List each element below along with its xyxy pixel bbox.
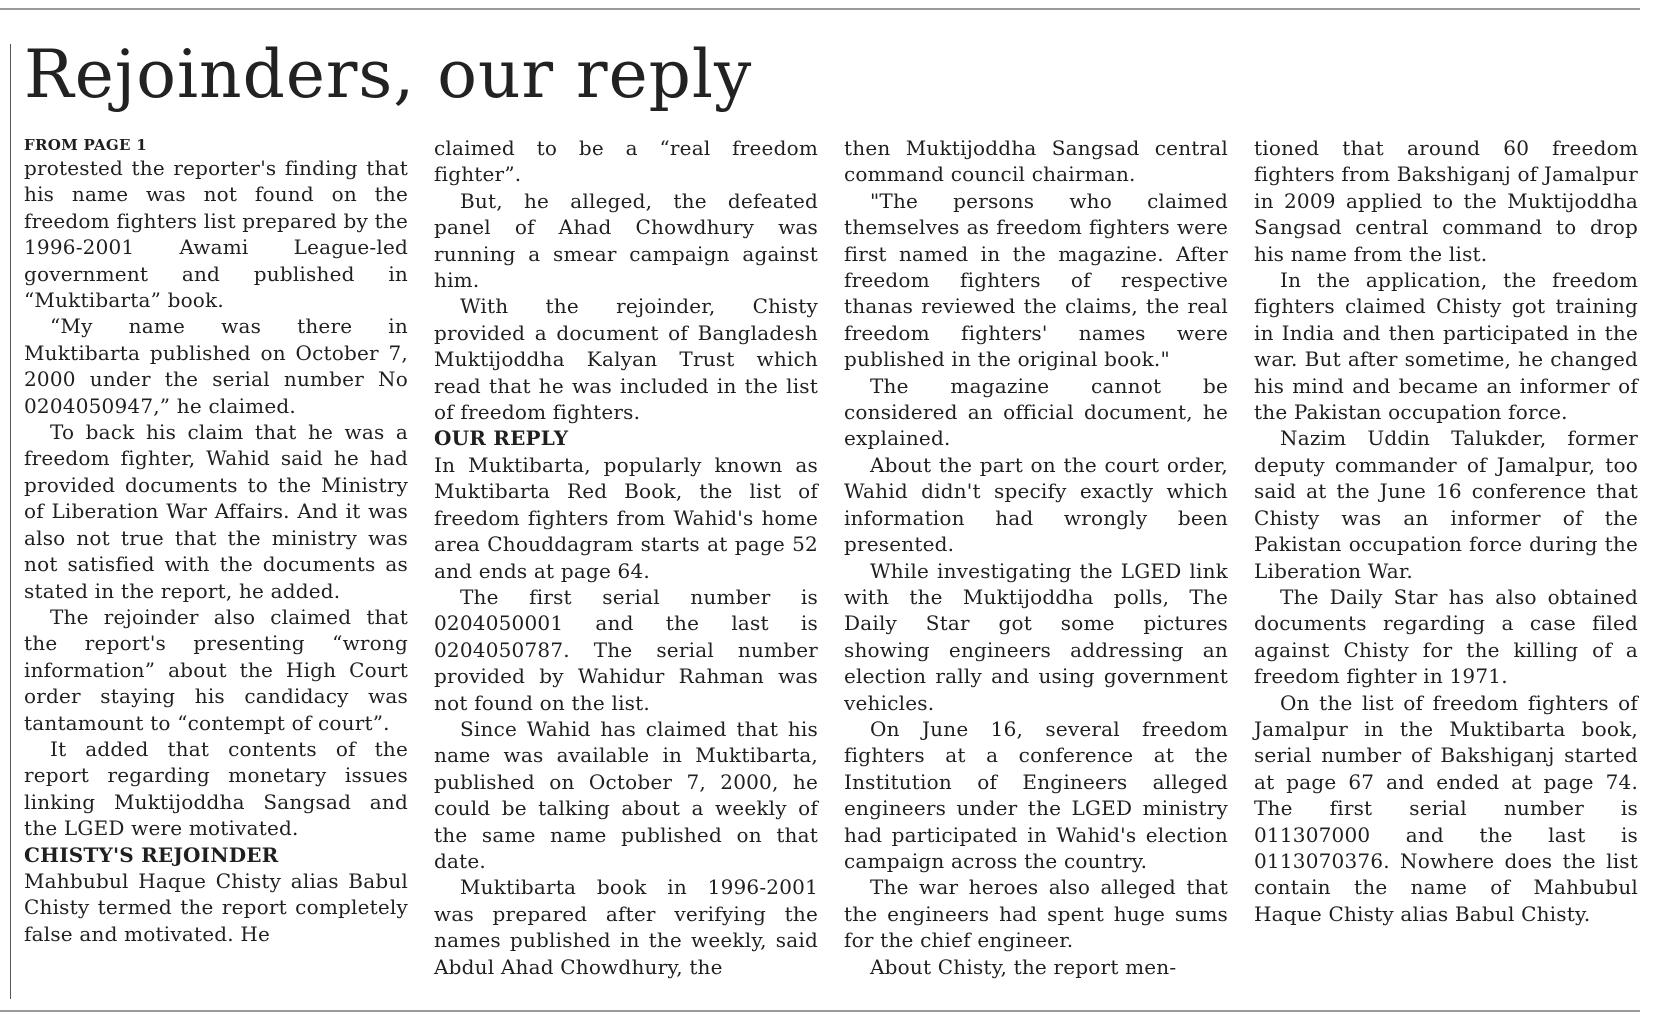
subheading: OUR REPLY [434, 426, 569, 451]
paragraph: It added that contents of the report regarding monetary issues linking Muktijoddha Sangsad and the LGED were motivated. [24, 736, 408, 841]
paragraph: claimed to be a “real freedom fighter”. [434, 136, 818, 187]
paragraph: Nazim Uddin Talukder, former deputy commander of Jamalpur, too said at the June 16 conference that Chisty was an informer of the Pakistan occupation force during the Liberation War. [1254, 426, 1638, 583]
paragraph: On the list of freedom fighters of Jamalpur in the Muktibarta book, serial number of Bakshiganj started at page 67 and ended at page 74. The first serial number is 011307000 and the last is 0113070376. Nowhere does the list contain the name of Mahbubul Haque Chisty alias Babul Chisty. [1254, 690, 1638, 926]
paragraph: tioned that around 60 freedom fighters from Bakshiganj of Jamalpur in 2009 applied to the Muktijoddha Sangsad central command to drop his name from the list. [1254, 136, 1638, 266]
article-column-4 [1254, 135, 1638, 927]
paragraph: The magazine cannot be considered an official document, he explained. [844, 373, 1228, 451]
paragraph: With the rejoinder, Chisty provided a document of Bangladesh Muktijoddha Kalyan Trust which read that he was included in the list of freedom fighters. [434, 294, 818, 425]
kicker-from-page: FROM PAGE 1 [24, 136, 148, 154]
paragraph: "The persons who claimed themselves as freedom fighters were first named in the magazine. After freedom fighters of respective thanas reviewed the claims, the real freedom fighters' names were published in the original book." [844, 188, 1228, 372]
paragraph: The rejoinder also claimed that the report's presenting “wrong information” about the High Court order staying his candidacy was tantamount to “contempt of court”. [24, 604, 408, 735]
paragraph: About the part on the court order, Wahid didn't specify exactly which information had wrongly been presented. [844, 452, 1228, 557]
paragraph: The war heroes also alleged that the engineers had spent huge sums for the chief engineer. [844, 875, 1228, 953]
paragraph: To back his claim that he was a freedom fighter, Wahid said he had provided documents to the Ministry of Liberation War Affairs. And it was also not true that the ministry was not satisfied with the documents as stated in the report, he added. [24, 420, 408, 603]
paragraph: Muktibarta book in 1996-2001 was prepared after verifying the names published in the weekly, said Abdul Ahad Chowdhury, the [434, 875, 818, 979]
top-rule [0, 8, 1640, 10]
paragraph: protested the reporter's finding that his name was not found on the freedom fighters list prepared by the 1996-2001 Awami League-led government and published in “Muktibarta” book. [24, 156, 408, 313]
paragraph: On June 16, several freedom fighters at a conference at the Institution of Engineers alleged engineers under the LGED ministry had participated in Wahid's election campaign across the country. [844, 716, 1228, 873]
article-column-2 [434, 135, 818, 980]
paragraph: About Chisty, the report men- [870, 954, 1177, 979]
paragraph: But, he alleged, the defeated panel of Ahad Chowdhury was running a smear campaign against him. [434, 188, 818, 293]
paragraph: In the application, the freedom fighters claimed Chisty got training in India and then participated in the war. But after sometime, he changed his mind and became an informer of the Pakistan occupation force. [1254, 268, 1638, 425]
paragraph: The Daily Star has also obtained documents regarding a case filed against Chisty for the killing of a freedom fighter in 1971. [1254, 584, 1638, 689]
paragraph: In Muktibarta, popularly known as Muktibarta Red Book, the list of freedom fighters from Wahid's home area Chouddagram starts at page 52 and ends at page 64. [434, 452, 818, 583]
subheading: CHISTY'S REJOINDER [24, 842, 279, 867]
paragraph: The first serial number is 0204050001 and the last is 0204050787. The serial number provided by Wahidur Rahman was not found on the list. [434, 584, 818, 715]
article-column-3 [844, 135, 1228, 980]
left-rule [10, 44, 11, 999]
paragraph: Since Wahid has claimed that his name was available in Muktibarta, published on October 7, 2000, he could be talking about a weekly of the same name published on that date. [434, 716, 818, 873]
article-column-1 [24, 135, 408, 947]
bottom-rule [0, 1010, 1640, 1012]
paragraph: “My name was there in Muktibarta published on October 7, 2000 under the serial number No 0204050947,” he claimed. [24, 314, 408, 418]
headline: Rejoinders, our reply [24, 36, 753, 113]
paragraph: While investigating the LGED link with the Muktijoddha polls, The Daily Star got some pictures showing engineers addressing an election rally and using government vehicles. [844, 558, 1228, 715]
paragraph: Mahbubul Haque Chisty alias Babul Chisty termed the report completely false and motivated. He [24, 868, 408, 946]
paragraph: then Muktijoddha Sangsad central command council chairman. [844, 136, 1228, 187]
